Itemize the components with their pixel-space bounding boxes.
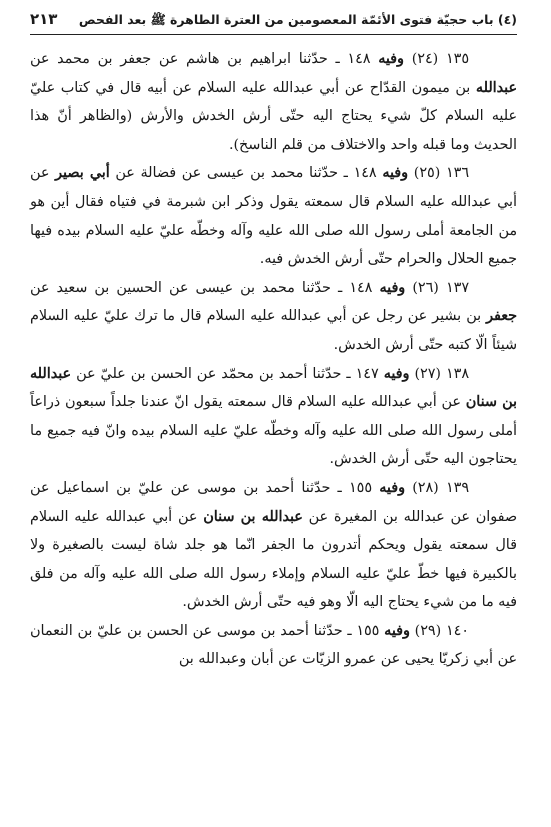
hadith-text: بن بشير عن رجل عن أبي عبدالله عليه السلام قال ما ترك عليّ عليه السلام شيئاً الّا كتبه حتّى أرش الخدش. [30,308,517,353]
hadith-source: وفيه [379,279,406,296]
hadith-text: عن أبي عبدالله عليه السلام قال سمعته يقول ويحكم أتدرون ما الجفر انّما هو جلد شاة ليست بالصغيرة ولا بالكبيرة فيها خطّ عليّ عليه السلام وإملاء رسول الله صلى الله عليه وآله من فلق فيه ما من شيء يحتاج اليه الّا وهو فيه حتّى أرش الخدش. [30,508,517,611]
hadith-chain: ١٥٥ ـ حدّثنا أحمد بن موسى عن الحسن بن عليّ بن النعمان عن أبي زكريّا يحيى عن عمرو الزيّات عن أبان وعبدالله بن [30,622,517,668]
hadith-paragraph [30,274,517,360]
hadith-source: وفيه [383,365,410,382]
hadith-narrator: عبدالله بن سنان [203,508,303,525]
hadith-chain: ١٥٥ ـ حدّثنا أحمد بن موسى عن عليّ بن اسماعيل عن صفوان عن عبدالله بن المغيرة عن [30,479,517,525]
hadith-number: ١٣٦ (٢٥) [413,165,470,182]
hadith-source: وفيه [384,622,410,639]
hadith-narrator: عبدالله [475,79,517,96]
hadith-chain: ١٤٨ ـ حدّثنا محمد بن عيسى عن الحسين بن سعيد عن [30,279,380,296]
hadith-narrator: جعفر [486,308,517,325]
hadith-number: ١٣٧ (٢٦) [412,279,470,296]
hadith-narrator: عبدالله بن سنان [30,365,517,411]
hadith-chain: ١٤٨ ـ حدّثنا ابراهيم بن هاشم عن جعفر بن محمد عن [30,51,379,67]
hadith-paragraph [30,45,517,159]
hadith-chain: ١٤٧ ـ حدّثنا أحمد بن محمّد عن الحسن بن عليّ عن [71,365,384,382]
hadith-paragraph [30,617,517,674]
page-body [30,45,517,674]
hadith-text: بن ميمون القدّاح عن أبي عبدالله عليه السلام عن أبيه قال في كتاب عليّ عليه السلام كلّ شيء يحتاج اليه حتّى أرش الخدش والأرش (والظاهر أنّ هذا الحديث وما قبله واحد والاختلاف من قلم الناسخ). [30,79,517,153]
hadith-number: ١٣٨ (٢٧) [414,365,470,382]
hadith-source: وفيه [379,479,405,496]
page-number: ٢١٣ [30,10,58,28]
running-title: (٤) باب حجيّة فتوى الأئمّة المعصومين من العترة الطاهرة ﷺ بعد الفحص [78,12,517,27]
hadith-paragraph [30,474,517,617]
hadith-paragraph [30,159,517,273]
hadith-paragraph [30,360,517,474]
hadith-text: عن أبي عبدالله عليه السلام قال سمعته يقول انّ عندنا جلداً سبعون ذراعاً أملى رسول الله صلى الله عليه وآله وخطّه عليّ عليه السلام بيده وانّ فيه جميع ما يحتاجون اليه حتّى أرش الخدش. [30,394,517,468]
hadith-narrator: أبي بصير [55,165,110,182]
hadith-number: ١٤٠ (٢٩) [414,622,469,639]
hadith-source: وفيه [378,51,404,67]
hadith-source: وفيه [382,165,409,182]
hadith-text: عن أبي عبدالله عليه السلام قال سمعته يقول وذكر ابن شبرمة في فتياه فقال أين هو من الجامعة أملى رسول الله صلى الله عليه وآله وخطّه عليّ عليه السلام بيده فيها جميع الحلال والحرام حتّى أرش الخدش فيه. [30,165,517,268]
page-header [30,10,517,35]
hadith-chain: ١٤٨ ـ حدّثنا محمد بن عيسى عن فضالة عن [109,165,383,182]
hadith-number: ١٣٥ (٢٤) [411,51,470,67]
hadith-number: ١٣٩ (٢٨) [412,479,470,496]
